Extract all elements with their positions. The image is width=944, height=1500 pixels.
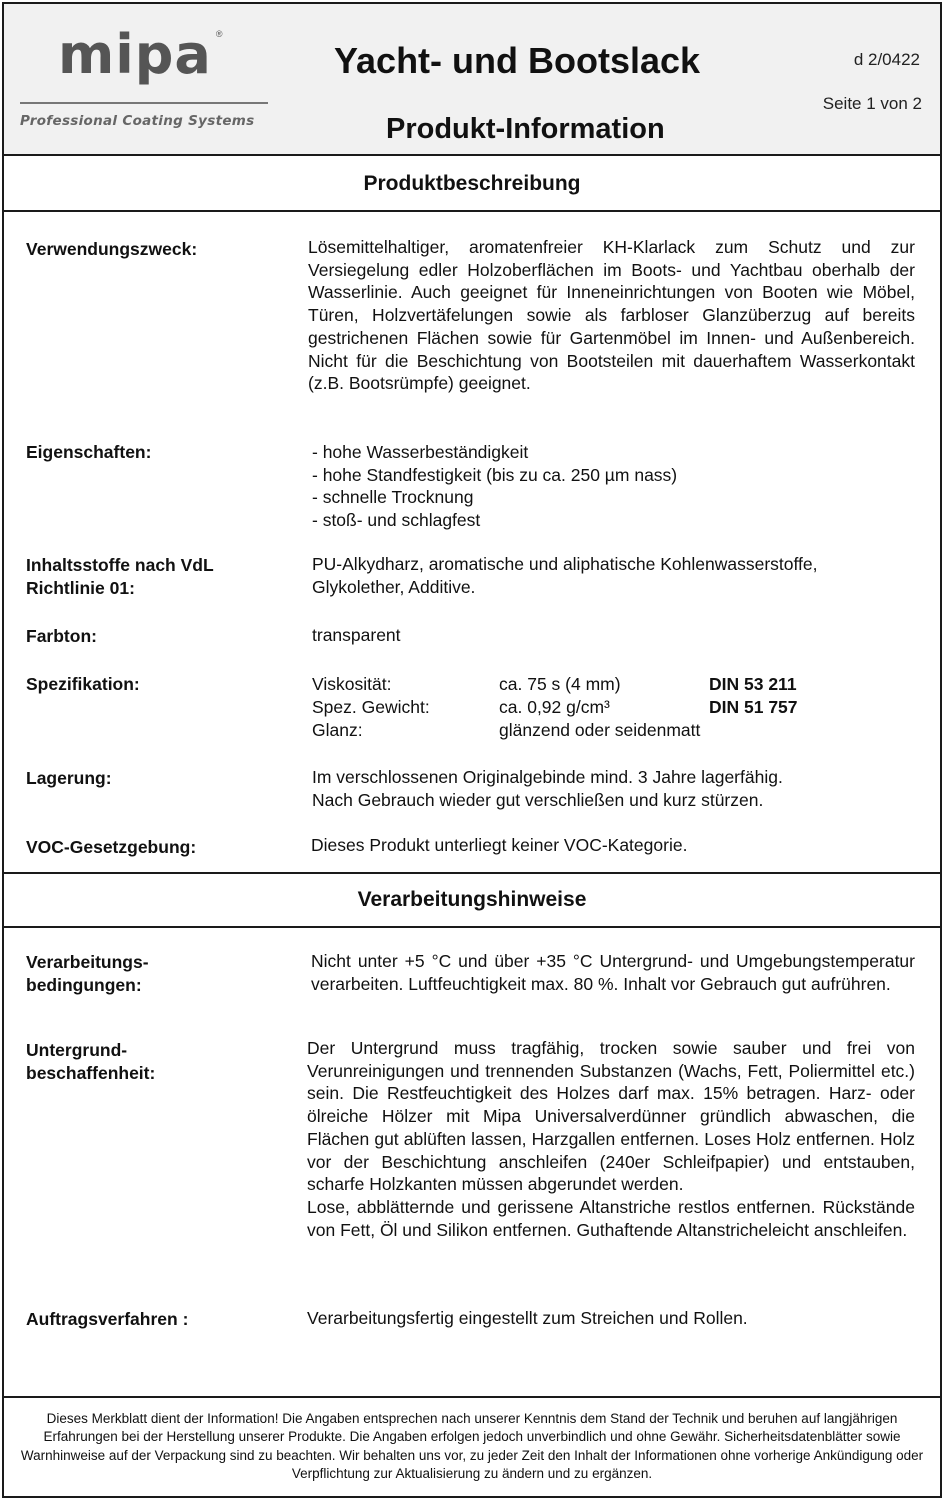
- section-heading-product-description: Produktbeschreibung: [4, 156, 940, 212]
- application-label: Auftragsverfahren :: [26, 1309, 189, 1329]
- color-label: Farbton:: [26, 626, 97, 646]
- disclaimer-footer: Dieses Merkblatt dient der Information! Die Angaben entsprechen nach unserer Kenntnis dem Stand der Technik und beruhen auf langjährigen Erfahrungen bei der Herstellung unserer Produkte. Die Angaben erfolgen jedoch unverbindlich und ohne Gewähr. Sicherheitsdatenblätter sowie Warnhinweise auf der Verpackung sind zu beachten. Wir behalten uns vor, zu jeder Zeit den Inhalt der Informationen ohne vorherige Ankündigung oder Verpflichtung zur Aktualisierung zu ändern und zu ergänzen.: [4, 1396, 940, 1496]
- storage-label: Lagerung:: [26, 768, 112, 788]
- logo-rule: [20, 102, 268, 104]
- document-subtitle: Produkt-Information: [386, 113, 665, 145]
- voc-label: VOC-Gesetzgebung:: [26, 837, 197, 857]
- usage-label: Verwendungszweck:: [26, 239, 198, 259]
- logo-wordmark: mipa: [58, 23, 212, 86]
- substrate-paragraph: Der Untergrund muss tragfähig, trocken sowie sauber und frei von Verunreinigungen und trennenden Substanzen (Wachs, Fett, Poliermittel etc.) sein. Die Restfeuchtigkeit des Holzes darf max. 15% betragen. Harz- oder ölreiche Hölzer mit Mipa Universalverdünner gründlich abwaschen, die Flächen gut ablüften lassen, Harzgallen entfernen. Loses Holz entfernen. Holz vor der Beschichtung anschleifen (240er Schleifpapier) und entstauben, scharfe Holzkanten müssen abgerundet werden.: [307, 1038, 915, 1195]
- logo-wordmark-group: [58, 22, 223, 92]
- product-title: Yacht- und Bootslack: [334, 40, 701, 81]
- ingredients-text: PU-Alkydharz, aromatische und aliphatische Kohlenwasserstoffe, Glykolether, Additive.: [312, 554, 818, 597]
- substrate-text: [307, 1037, 915, 1241]
- property-item: - hohe Standfestigkeit (bis zu ca. 250 µm nass): [312, 464, 678, 485]
- spec-value: ca. 75 s (4 mm): [499, 674, 621, 694]
- spec-row-density: [312, 696, 798, 719]
- spec-value: ca. 0,92 g/cm³: [499, 697, 610, 717]
- mipa-logo: [18, 22, 278, 142]
- substrate-label: Untergrund- beschaffenheit:: [26, 1040, 156, 1083]
- ingredients-label: Inhaltsstoffe nach VdL Richtlinie 01:: [26, 555, 214, 598]
- property-item: - schnelle Trocknung: [312, 487, 474, 508]
- page-number: Seite 1 von 2: [822, 94, 922, 113]
- properties-label: Eigenschaften:: [26, 442, 152, 462]
- logo-tagline: Professional Coating Systems: [20, 113, 255, 129]
- spec-name: Viskosität:: [312, 674, 392, 694]
- spec-name: Glanz:: [312, 720, 363, 740]
- section-heading-processing: Verarbeitungshinweise: [4, 872, 940, 928]
- spec-row-viscosity: [312, 673, 798, 696]
- spec-value: glänzend oder seidenmatt: [499, 720, 701, 740]
- storage-line: Nach Gebrauch wieder gut verschließen und kurz stürzen.: [312, 789, 764, 810]
- document-header: [4, 4, 940, 156]
- storage-line: Im verschlossenen Originalgebinde mind. 3 Jahre lagerfähig.: [312, 767, 783, 787]
- spec-norm: DIN 53 211: [709, 674, 797, 694]
- property-item: - stoß- und schlagfest: [312, 510, 481, 531]
- conditions-label: Verarbeitungs- bedingungen:: [26, 952, 149, 995]
- specification-label: Spezifikation:: [26, 674, 140, 694]
- spec-name: Spez. Gewicht:: [312, 697, 430, 717]
- properties-list: [312, 441, 677, 532]
- spec-row-gloss: [312, 719, 798, 742]
- substrate-paragraph: Lose, abblätternde und gerissene Altanstriche restlos entfernen. Rückstände von Fett, Öl und Silikon entfernen. Guthaftende Altanstricheleicht anschleifen.: [307, 1196, 915, 1240]
- storage-text: [312, 766, 783, 811]
- specification-table: [312, 673, 798, 742]
- registered-mark: ®: [215, 29, 223, 39]
- voc-text: Dieses Produkt unterliegt keiner VOC-Kategorie.: [311, 835, 688, 855]
- usage-text: Lösemittelhaltiger, aromatenfreier KH-Klarlack zum Schutz und zur Versiegelung edler Holzoberflächen im Boots- und Yachtbau oberhalb der Wasserlinie. Auch geeignet für Inneneinrichtungen von Booten wie Möbel, Türen, Holzvertäfelungen sowie als farbloser Glanzüberzug auf bereits gestrichenen Flächen sowie für Gartenmöbel im Innen- und Außenbereich. Nicht für die Beschichtung von Bootsteilen mit dauerhaftem Wasserkontakt (z.B. Bootsrümpfe) geeignet.: [308, 237, 915, 394]
- document-frame: [2, 2, 942, 1498]
- color-value: transparent: [312, 625, 401, 645]
- conditions-text: Nicht unter +5 °C und über +35 °C Untergrund- und Umgebungstemperatur verarbeiten. Luftfeuchtigkeit max. 80 %. Inhalt vor Gebrauch gut aufrühren.: [311, 951, 915, 994]
- document-code: d 2/0422: [853, 50, 920, 69]
- application-text: Verarbeitungsfertig eingestellt zum Streichen und Rollen.: [307, 1308, 748, 1328]
- property-item: - hohe Wasserbeständigkeit: [312, 442, 529, 462]
- spec-norm: DIN 51 757: [709, 697, 798, 717]
